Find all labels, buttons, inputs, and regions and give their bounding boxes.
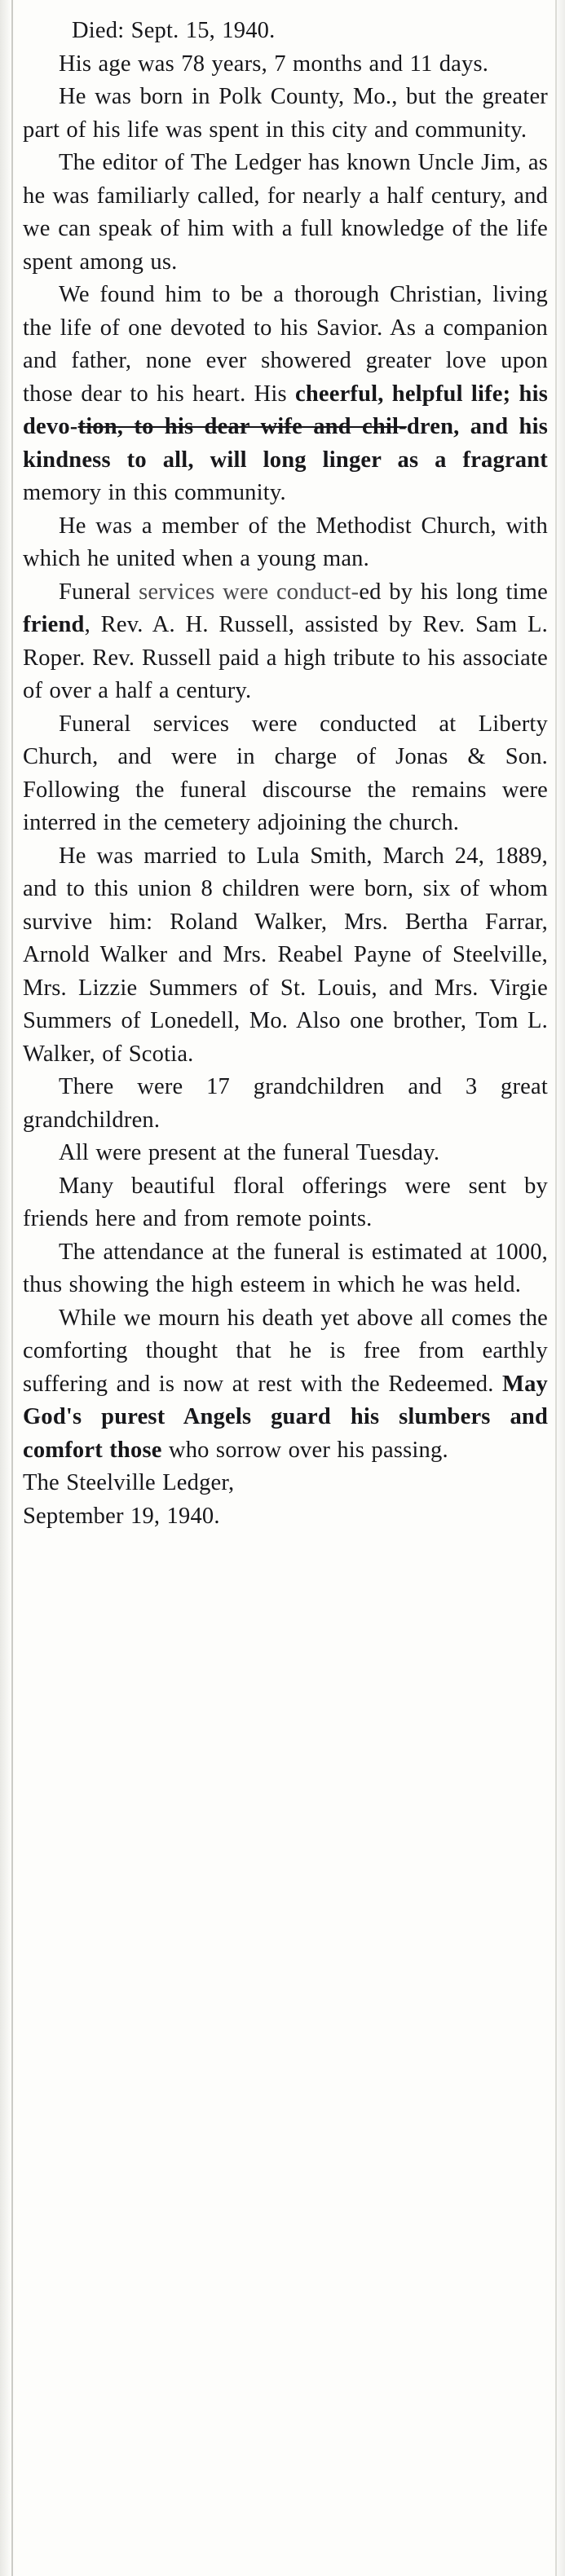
- paragraph-church: He was a member of the Methodist Church, with which he united when a young man.: [23, 513, 548, 571]
- paragraph-floral-offerings: Many beautiful floral offerings were sent by friends here and from remote points.: [23, 1173, 548, 1231]
- services-seg-3: ed by his long time: [359, 579, 548, 605]
- services-seg-friend: friend: [23, 612, 85, 637]
- paragraph-mourning: [23, 1302, 548, 1468]
- christian-seg-5: memory in this community.: [23, 480, 286, 505]
- source-credit: [23, 1467, 548, 1533]
- services-seg-5: , Rev. A. H. Russell, assisted by Rev. Sam L. Roper. Rev. Russell paid a high tribute to his associate of over a half a century.: [23, 612, 548, 703]
- paragraph-age: His age was 78 years, 7 months and 11 days.: [59, 51, 489, 77]
- paragraph-attendance: The attendance at the funeral is estimated at 1000, thus showing the high esteem in which he was held.: [23, 1239, 548, 1297]
- mourn-seg-3: who sorrow over his passing.: [168, 1437, 448, 1463]
- paragraph-grandchildren: There were 17 grandchildren and 3 great grandchildren.: [23, 1074, 548, 1133]
- page-left-edge-shading: [0, 0, 11, 2576]
- source-date: September 19, 1940.: [23, 1503, 220, 1529]
- mourn-seg-1: While we mourn his death yet above all comes the comforting thought that he is free from earthly suffering and is now at rest with the Redeemed.: [23, 1305, 548, 1397]
- source-publication: The Steelville Ledger,: [23, 1470, 235, 1495]
- christian-seg-bold: cheerful, helpful life; his devo-: [23, 381, 548, 439]
- paragraph-liberty-church: Funeral services were conducted at Liberty Church, and were in charge of Jonas & Son. Following the funeral discourse the remains were interred in the cemetery adjoining the church.: [23, 711, 548, 835]
- services-seg-1: Funeral: [59, 579, 139, 605]
- christian-seg-1: We found him to be a thorough Christian, living the life of one devoted to his Savior. As a companion and father, none ever showered greater love upon those dear to his heart. His: [23, 282, 548, 407]
- christian-seg-struck: tion, to his dear wife and chil-: [77, 414, 407, 439]
- paragraph-services: [23, 576, 548, 708]
- mourn-seg-bold: May God's purest Angels guard his slumbers and comfort those: [23, 1371, 548, 1463]
- column-rule-left: [11, 0, 13, 2576]
- column-rule-right: [555, 0, 557, 2576]
- services-seg-faded: services were conduct-: [139, 579, 360, 605]
- paragraph-christian: [23, 279, 548, 510]
- christian-seg-bold-2: dren, and his kindness to all, will long linger as a fragrant: [23, 414, 548, 473]
- paragraph-died: Died: Sept. 15, 1940.: [72, 18, 276, 43]
- paragraph-marriage-survivors: He was married to Lula Smith, March 24, 1889, and to this union 8 children were born, six of whom survive him: Roland Walker, Mrs. Bertha Farrar, Arnold Walker and Mrs. Reabel Payne of Steelville, Mrs. Lizzie Summers of St. Louis, and Mrs. Virgie Summers of Lonedell, Mo. Also one brother, Tom L. Walker, of Scotia.: [23, 843, 548, 1067]
- paragraph-birth: He was born in Polk County, Mo., but the greater part of his life was spent in this city and community.: [23, 84, 548, 143]
- paragraph-all-present: All were present at the funeral Tuesday.: [59, 1140, 440, 1165]
- paragraph-editor: The editor of The Ledger has known Uncle Jim, as he was familiarly called, for nearly a half century, and we can speak of him with a full knowledge of the life spent among us.: [23, 150, 548, 275]
- obituary-article: [23, 15, 548, 1533]
